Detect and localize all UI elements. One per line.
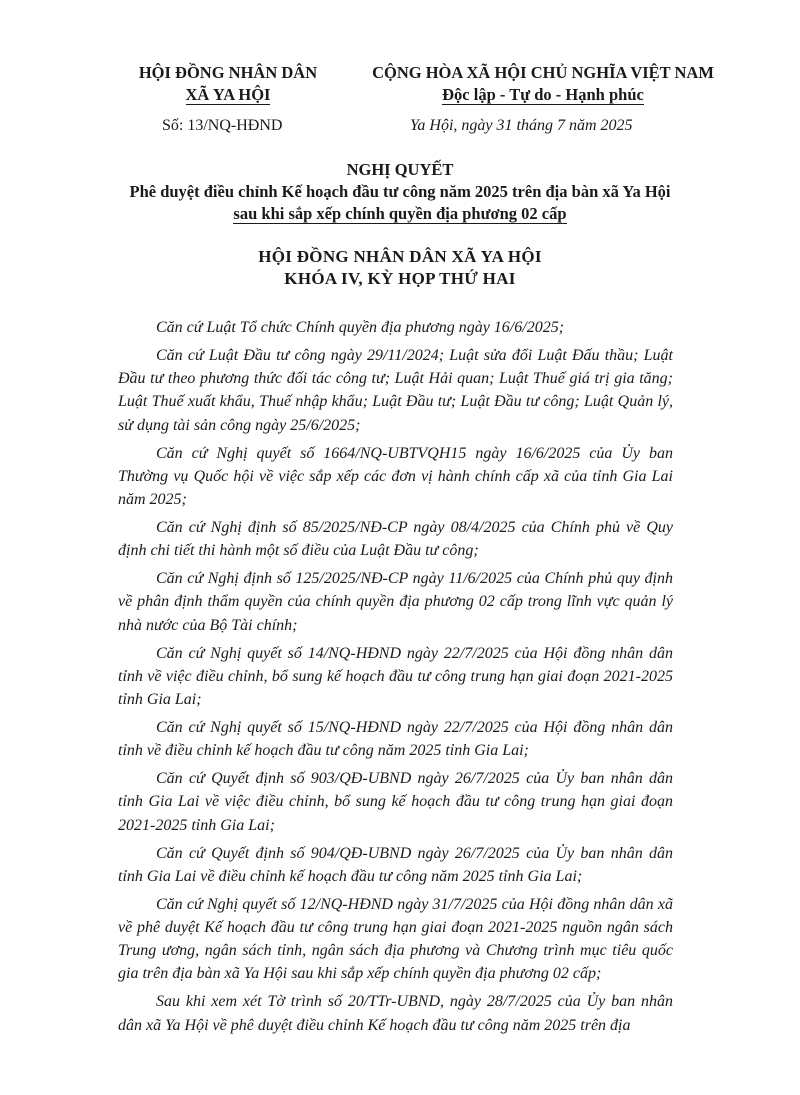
national-name: CỘNG HÒA XÃ HỘI CHỦ NGHĨA VIỆT NAM — [372, 63, 714, 82]
preamble-paragraph: Căn cứ Nghị định số 125/2025/NĐ-CP ngày 11/6/2025 của Chính phủ quy định về phân định thẩm quyền của chính quyền địa phương 02 cấp trong lĩnh vực quản lý nhà nước của Bộ Tài chính; — [118, 570, 673, 634]
national-motto — [348, 62, 738, 106]
council-session: KHÓA IV, KỲ HỌP THỨ HAI — [284, 269, 516, 288]
preamble-paragraph: Căn cứ Quyết định số 903/QĐ-UBND ngày 26/7/2025 của Ủy ban nhân dân tỉnh Gia Lai về việc điều chỉnh, bổ sung kế hoạch đầu tư công trung hạn giai đoạn 2021-2025 tỉnh Gia Lai; — [118, 770, 673, 834]
preamble-paragraph: Căn cứ Quyết định số 904/QĐ-UBND ngày 26/7/2025 của Ủy ban nhân dân tỉnh Gia Lai về điều chỉnh kế hoạch đầu tư công năm 2025 tỉnh Gia Lai; — [118, 844, 673, 885]
preamble-paragraph: Căn cứ Nghị định số 85/2025/NĐ-CP ngày 08/4/2025 của Chính phủ về Quy định chi tiết thi hành một số điều của Luật Đầu tư công; — [118, 519, 673, 560]
preamble-paragraph: Căn cứ Nghị quyết số 1664/NQ-UBTVQH15 ngày 16/6/2025 của Ủy ban Thường vụ Quốc hội về việc sắp xếp các đơn vị hành chính cấp xã của tỉnh Gia Lai năm 2025; — [118, 444, 673, 509]
national-motto-text: Độc lập - Tự do - Hạnh phúc — [442, 85, 644, 104]
document-number: Số: 13/NQ-HĐND — [162, 117, 283, 134]
council-name: HỘI ĐỒNG NHÂN DÂN XÃ YA HỘI — [258, 247, 542, 266]
preamble-paragraph: Căn cứ Nghị quyết số 12/NQ-HĐND ngày 31/7/2025 của Hội đồng nhân dân xã về phê duyệt Kế hoạch đầu tư công trung hạn giai đoạn 2021-2025 nguồn ngân sách Trung ương, ngân sách tỉnh, ngân sách địa phương và Chương trình mục tiêu quốc gia trên địa bàn xã Ya Hội sau khi sắp xếp chính quyền địa phương 02 cấp; — [118, 895, 673, 983]
document-subject-line-2: sau khi sắp xếp chính quyền địa phương 02 cấp — [233, 204, 567, 223]
issuing-authority — [128, 62, 328, 106]
preamble-paragraph: Căn cứ Luật Đầu tư công ngày 29/11/2024; Luật sửa đổi Luật Đấu thầu; Luật Đầu tư theo phương thức đối tác công tư; Luật Hải quan; Luật Thuế giá trị gia tăng; Luật Thuế xuất khẩu, Thuế nhập khẩu; Luật Đầu tư; Luật Đầu tư công; Luật Quản lý, sử dụng tài sản công ngày 25/6/2025; — [118, 347, 673, 434]
preamble-paragraph: Căn cứ Nghị quyết số 14/NQ-HĐND ngày 22/7/2025 của Hội đồng nhân dân tỉnh về việc điều chỉnh, bổ sung kế hoạch đầu tư công trung hạn giai đoạn 2021-2025 tỉnh Gia Lai; — [118, 644, 673, 709]
document-date: Ya Hội, ngày 31 tháng 7 năm 2025 — [410, 117, 633, 134]
preamble-paragraph: Căn cứ Nghị quyết số 15/NQ-HĐND ngày 22/7/2025 của Hội đồng nhân dân tỉnh về điều chỉnh kế hoạch đầu tư công năm 2025 tỉnh Gia Lai; — [118, 719, 673, 760]
document-title — [60, 159, 740, 225]
authority-commune: XÃ YA HỘI — [185, 85, 271, 104]
council-heading — [60, 246, 740, 290]
preamble — [118, 316, 673, 1042]
document-subject-line-1: Phê duyệt điều chỉnh Kế hoạch đầu tư công năm 2025 trên địa bàn xã Ya Hội — [129, 182, 671, 201]
preamble-paragraph: Căn cứ Luật Tổ chức Chính quyền địa phương ngày 16/6/2025; — [156, 319, 565, 336]
document-type: NGHỊ QUYẾT — [346, 160, 454, 179]
preamble-paragraph: Sau khi xem xét Tờ trình số 20/TTr-UBND, ngày 28/7/2025 của Ủy ban nhân dân xã Ya Hội về phê duyệt điều chỉnh Kế hoạch đầu tư công năm 2025 trên địa — [118, 993, 673, 1034]
authority-name: HỘI ĐỒNG NHÂN DÂN — [138, 63, 318, 82]
